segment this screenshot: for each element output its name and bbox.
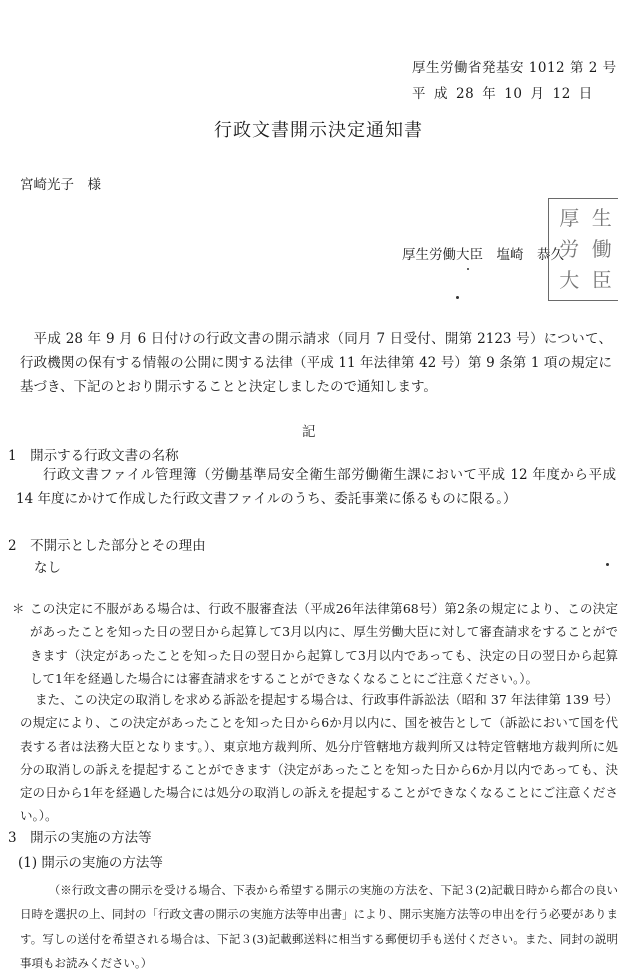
- section-2-content: なし: [34, 560, 61, 576]
- appeal-note: [12, 597, 618, 690]
- lawsuit-note: また、この決定の取消しを求める訴訟を提起する場合は、行政事件訴訟法（昭和 37 年法律第 139 号）の規定により、この決定があったことを知った日から6か月以内に、国を被告として（訴訟において国を代表する者は法務大臣となります。）、東京地方裁判所、処分庁管轄地方裁判所又は特定管轄地方裁判所に処分の取消しの訴えを提起することができます（決定があったことを知った日から6か月以内であっても、決定の日から1年を経過した場合には処分の取消しの訴えを提起することができなくなることにご注意ください。）。: [20, 692, 618, 824]
- document-date: 平 成 28 年 10 月 12 日: [412, 86, 593, 102]
- addressee: 宮崎光子 様: [20, 177, 101, 193]
- seal-char: 厚: [559, 206, 580, 230]
- section-2-heading: 2 不開示とした部分とその理由: [8, 538, 206, 554]
- scan-speck: [467, 268, 469, 270]
- section-3-1-heading: (1) 開示の実施の方法等: [18, 855, 163, 871]
- scan-speck: [606, 563, 609, 566]
- seal-char: 労: [559, 237, 580, 261]
- section-1-content: 行政文書ファイル管理簿（労働基準局安全衛生部労働衛生課において平成 12 年度から平成 14 年度にかけて作成した行政文書ファイルのうち、委託事業に係るものに限る。）: [16, 467, 616, 507]
- seal-char: 大: [559, 268, 580, 292]
- scan-speck: [456, 296, 459, 299]
- appeal-note-text: この決定に不服がある場合は、行政不服審査法（平成26年法律第68号）第2条の規定により、この決定があったことを知った日の翌日から起算して3月以内に、厚生労働大臣に対して審査請求をすることができます（決定があったことを知った日の翌日から起算して3月以内であっても、決定の日の翌日から起算して1年を経過した場合には審査請求をすることができなくなることにご注意ください。）。: [30, 601, 618, 686]
- seal-char: 臣: [591, 268, 612, 292]
- asterisk-mark: ＊: [12, 601, 25, 616]
- official-seal: [548, 198, 618, 301]
- ki-marker: 記: [302, 424, 316, 440]
- seal-char: 働: [591, 237, 612, 261]
- method-note: （※行政文書の開示を受ける場合、下表から希望する開示の実施の方法を、下記３(2)記載日時から都合の良い日時を選択の上、同封の「行政文書の開示の実施方法等申出書」により、開示実施方法等の申出を行う必要があります。写しの送付を希望される場合は、下記３(3)記載郵送料に相当する郵便切手も送付ください。また、同封の説明事項もお読みください。）: [20, 883, 618, 970]
- section-3-heading: 3 開示の実施の方法等: [8, 830, 152, 846]
- seal-char: 生: [591, 206, 612, 230]
- document-title: 行政文書開示決定通知書: [214, 120, 423, 141]
- document-number: 厚生労働省発基安 1012 第 2 号: [412, 60, 617, 76]
- section-1-heading: 1 開示する行政文書の名称: [8, 448, 179, 464]
- notification-paragraph: 平成 28 年 9 月 6 日付けの行政文書の開示請求（同月 7 日受付、開第 2123 号）について、行政機関の保有する情報の公開に関する法律（平成 11 年法律第 42 号）第 9 条第 1 項の規定に基づき、下記のとおり開示することと決定しましたので通知します。: [20, 331, 612, 395]
- sender: 厚生労働大臣 塩崎 恭久: [402, 247, 564, 263]
